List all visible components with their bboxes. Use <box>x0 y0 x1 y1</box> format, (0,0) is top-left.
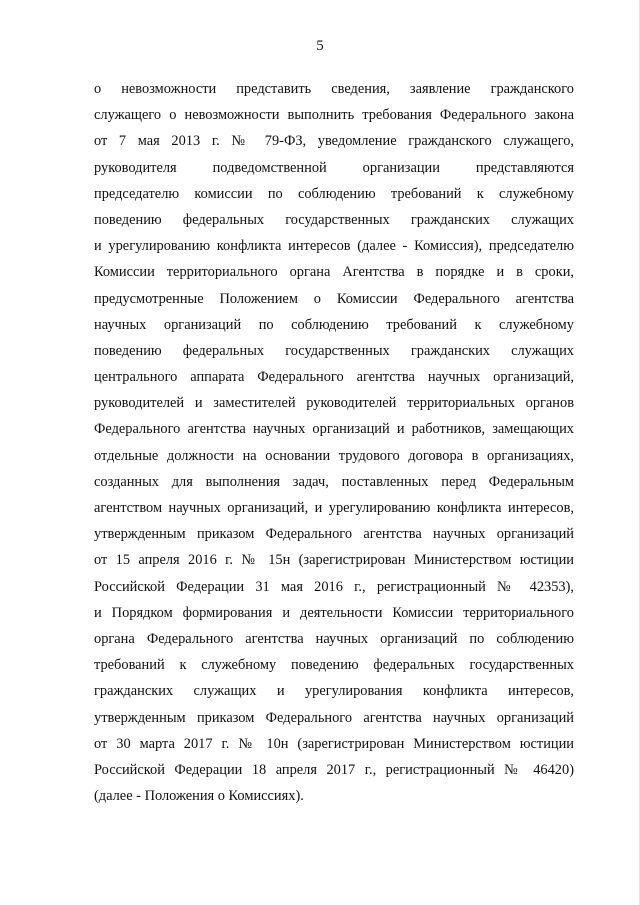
text-line: руководителей и заместителей руководителей территориальных органов <box>94 395 574 412</box>
page-number: 5 <box>316 38 324 54</box>
text-line: органа Федерального агентства научных организаций по соблюдению <box>94 630 574 647</box>
text-line: созданных для выполнения задач, поставленных перед Федеральным <box>94 473 574 490</box>
text-line: Российской Федерации 31 мая 2016 г., регистрационный № 42353), <box>94 578 574 595</box>
text-line: утвержденным приказом Федерального агентства научных организаций <box>94 709 574 726</box>
text-line: поведению федеральных государственных гражданских служащих <box>94 342 574 359</box>
text-line: (далее - Положения о Комиссиях). <box>94 788 304 805</box>
text-line: Комиссии территориального органа Агентства в порядке и в сроки, <box>94 264 574 281</box>
text-line: и Порядком формирования и деятельности Комиссии территориального <box>94 604 574 621</box>
text-line: руководителя подведомственной организации представляются <box>94 159 574 176</box>
text-line: от 15 апреля 2016 г. № 15н (зарегистрирован Министерством юстиции <box>94 552 574 569</box>
text-line: Российской Федерации 18 апреля 2017 г., регистрационный № 46420) <box>94 761 574 778</box>
text-line: требований к служебному поведению федеральных государственных <box>94 657 574 674</box>
text-line: гражданских служащих и урегулирования конфликта интересов, <box>94 683 574 700</box>
text-line: от 7 мая 2013 г. № 79-ФЗ, уведомление гражданского служащего, <box>94 133 574 150</box>
text-line: отдельные должности на основании трудового договора в организациях, <box>94 447 574 464</box>
text-line: предусмотренные Положением о Комиссии Федерального агентства <box>94 290 574 307</box>
text-line: от 30 марта 2017 г. № 10н (зарегистрирован Министерством юстиции <box>94 735 574 752</box>
text-line: о невозможности представить сведения, заявление гражданского <box>94 81 574 97</box>
text-line: служащего о невозможности выполнить требования Федерального закона <box>94 107 574 124</box>
text-line: Федерального агентства научных организаций и работников, замещающих <box>94 421 574 438</box>
text-line: утвержденным приказом Федерального агентства научных организаций <box>94 526 574 543</box>
text-line: председателю комиссии по соблюдению требований к служебному <box>94 185 574 202</box>
text-line: и урегулированию конфликта интересов (далее - Комиссия), председателю <box>94 238 574 255</box>
body-text <box>94 76 574 809</box>
text-line: поведению федеральных государственных гражданских служащих <box>94 211 574 228</box>
text-line: научных организаций по соблюдению требований к служебному <box>94 316 574 333</box>
text-line: агентством научных организаций, и урегулированию конфликта интересов, <box>94 500 574 516</box>
text-line: центрального аппарата Федерального агентства научных организаций, <box>94 369 574 386</box>
